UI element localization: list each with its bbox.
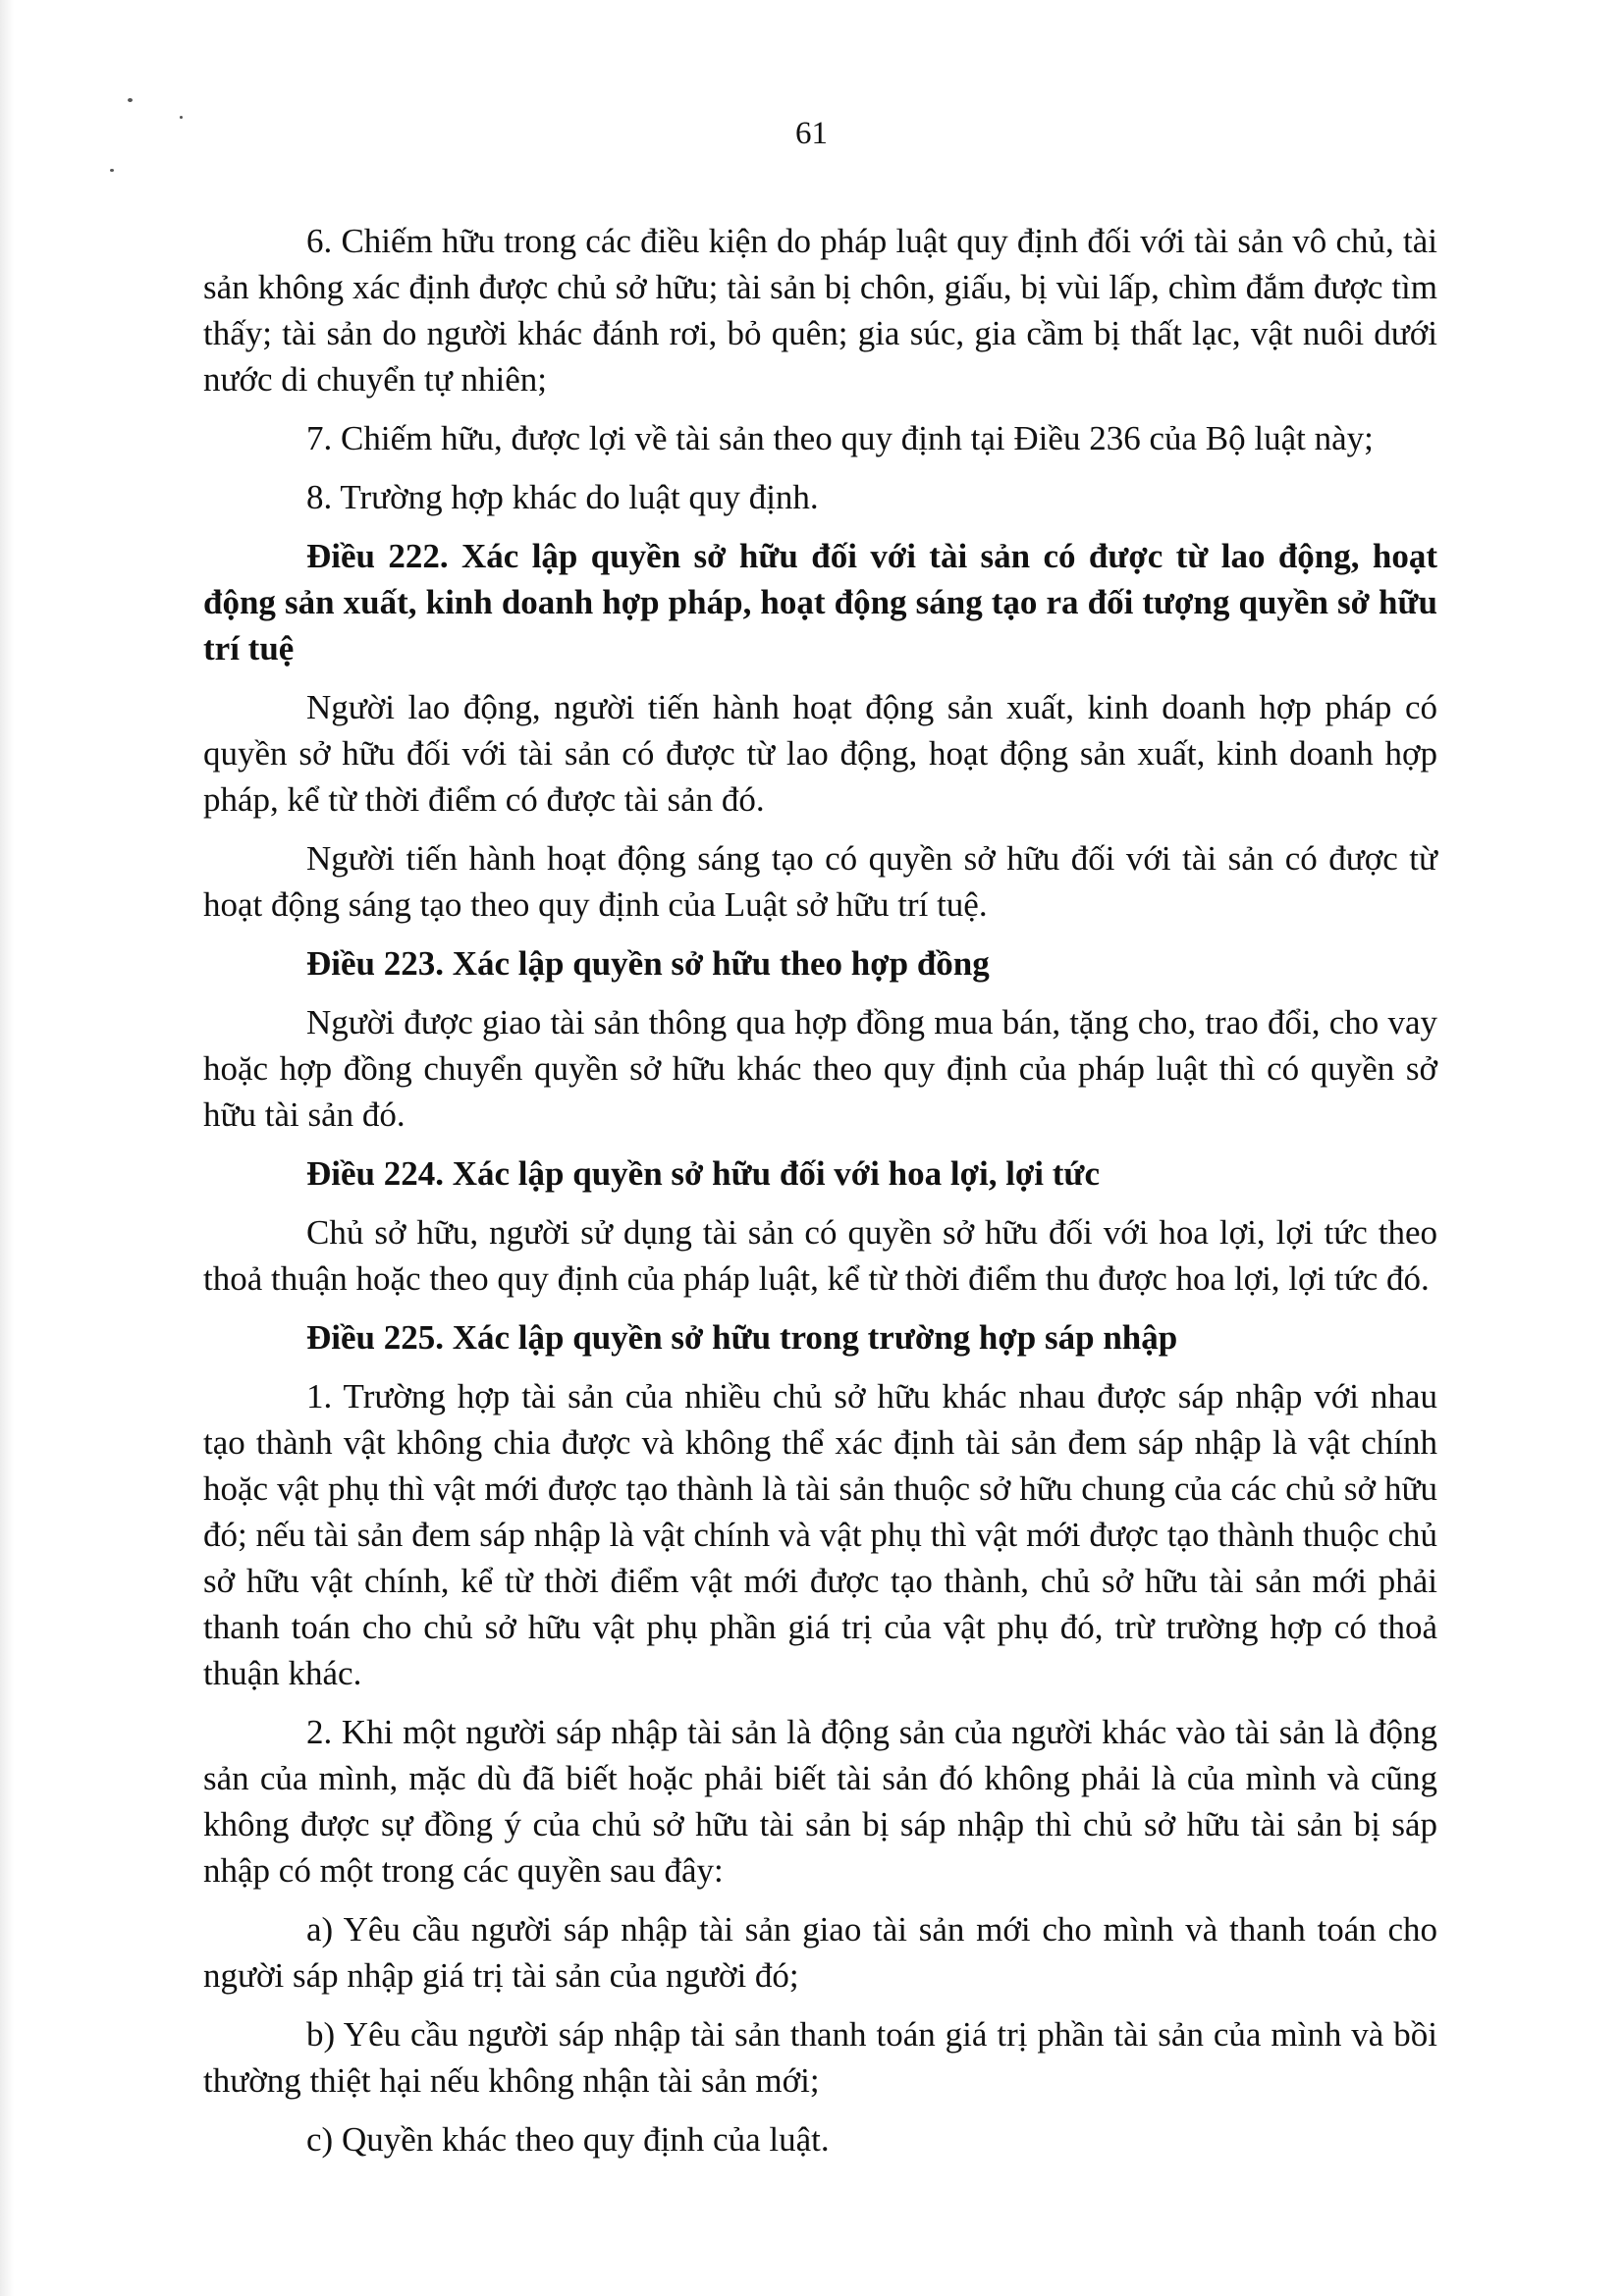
article-225-point-b: b) Yêu cầu người sáp nhập tài sản thanh toán giá trị phần tài sản của mình và bồi thường thiệt hại nếu không nhận tài sản mới; [203, 2015, 1437, 2100]
article-225-clause-1: 1. Trường hợp tài sản của nhiều chủ sở hữu khác nhau được sáp nhập với nhau tạo thành vật không chia được và không thể xác định tài sản đem sáp nhập là vật chính hoặc vật phụ thì vật mới được tạo thành là tài sản thuộc sở hữu chung của các chủ sở hữu đó; nếu tài sản đem sáp nhập là vật chính và vật phụ thì vật mới được tạo thành thuộc chủ sở hữu vật chính, kể từ thời điểm vật mới được tạo thành, chủ sở hữu tài sản mới phải thanh toán cho chủ sở hữu vật phụ phần giá trị của vật phụ đó, trừ trường hợp có thoả thuận khác. [203, 1377, 1437, 1692]
page-number: 61 [795, 116, 828, 151]
article-225-point-a: a) Yêu cầu người sáp nhập tài sản giao tài sản mới cho mình và thanh toán cho người sáp nhập giá trị tài sản của người đó; [203, 1910, 1437, 1995]
article-222-paragraph-2: Người tiến hành hoạt động sáng tạo có quyền sở hữu đối với tài sản có được từ hoạt động sáng tạo theo quy định của Luật sở hữu trí tuệ. [203, 839, 1437, 924]
article-222-heading: Điều 222. Xác lập quyền sở hữu đối với tài sản có được từ lao động, hoạt động sản xuất, kinh doanh hợp pháp, hoạt động sáng tạo ra đối tượng quyền sở hữu trí tuệ [203, 537, 1437, 667]
scan-margin-shadow [0, 0, 14, 2296]
article-225-point-c: c) Quyền khác theo quy định của luật. [306, 2120, 830, 2159]
document-body [203, 218, 1437, 2175]
article-224-paragraph: Chủ sở hữu, người sử dụng tài sản có quyền sở hữu đối với hoa lợi, lợi tức theo thoả thuận hoặc theo quy định của pháp luật, kể từ thời điểm thu được hoa lợi, lợi tức đó. [203, 1213, 1437, 1298]
article-224-heading: Điều 224. Xác lập quyền sở hữu đối với hoa lợi, lợi tức [306, 1154, 1100, 1193]
clause-8: 8. Trường hợp khác do luật quy định. [306, 478, 819, 516]
clause-6: 6. Chiếm hữu trong các điều kiện do pháp luật quy định đối với tài sản vô chủ, tài sản không xác định được chủ sở hữu; tài sản bị chôn, giấu, bị vùi lấp, chìm đắm được tìm thấy; tài sản do người khác đánh rơi, bỏ quên; gia súc, gia cầm bị thất lạc, vật nuôi dưới nước di chuyển tự nhiên; [203, 222, 1437, 399]
article-223-paragraph: Người được giao tài sản thông qua hợp đồng mua bán, tặng cho, trao đổi, cho vay hoặc hợp đồng chuyển quyền sở hữu khác theo quy định của pháp luật thì có quyền sở hữu tài sản đó. [203, 1003, 1437, 1134]
article-223-heading: Điều 223. Xác lập quyền sở hữu theo hợp đồng [306, 944, 990, 983]
scan-speck [110, 169, 114, 172]
article-225-clause-2: 2. Khi một người sáp nhập tài sản là động sản của người khác vào tài sản là động sản của mình, mặc dù đã biết hoặc phải biết tài sản đó không phải là của mình và cũng không được sự đồng ý của chủ sở hữu tài sản bị sáp nhập thì chủ sở hữu tài sản bị sáp nhập có một trong các quyền sau đây: [203, 1713, 1437, 1890]
article-225-heading: Điều 225. Xác lập quyền sở hữu trong trường hợp sáp nhập [306, 1318, 1178, 1357]
clause-7: 7. Chiếm hữu, được lợi về tài sản theo quy định tại Điều 236 của Bộ luật này; [306, 419, 1374, 457]
article-222-paragraph-1: Người lao động, người tiến hành hoạt động sản xuất, kinh doanh hợp pháp có quyền sở hữu đối với tài sản có được từ lao động, hoạt động sản xuất, kinh doanh hợp pháp, kể từ thời điểm có được tài sản đó. [203, 688, 1437, 819]
scan-speck [128, 98, 133, 102]
